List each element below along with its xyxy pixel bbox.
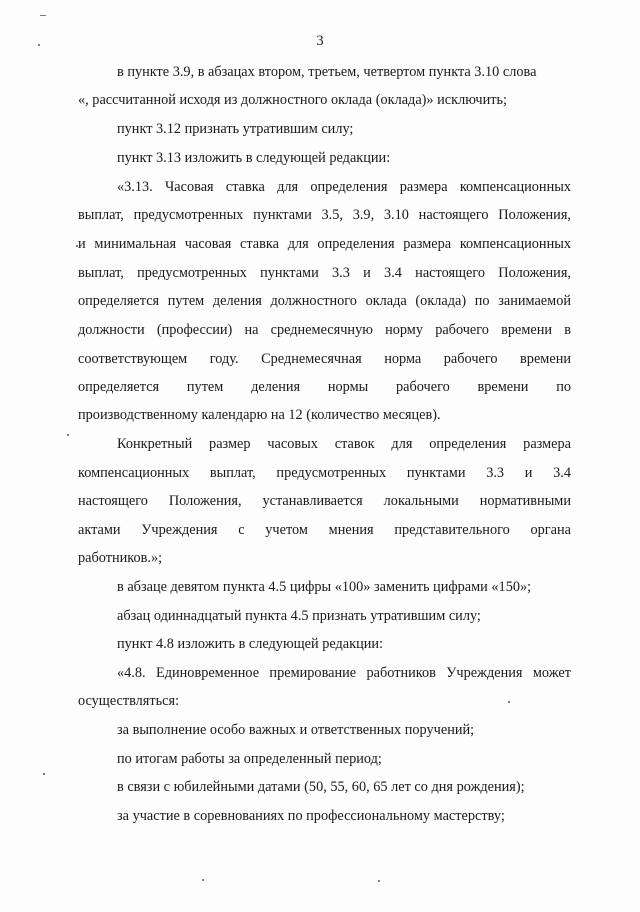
scan-speck <box>43 773 45 775</box>
text-line: определяется путем деления должностного оклада (оклада) по занимаемой <box>78 293 571 309</box>
text-line: настоящего Положения, устанавливается локальными нормативными <box>78 493 571 509</box>
text-line: производственному календарю на 12 (количество месяцев). <box>78 407 441 423</box>
text-line: и минимальная часовая ставка для определения размера компенсационных <box>78 236 571 252</box>
text-line: выплат, предусмотренных пунктами 3.3 и 3.4 настоящего Положения, <box>78 265 571 281</box>
text-line: Конкретный размер часовых ставок для определения размера <box>117 436 571 452</box>
text-line: пункт 3.12 признать утратившим силу; <box>117 121 354 137</box>
text-line: абзац одиннадцатый пункта 4.5 признать утратившим силу; <box>117 608 481 624</box>
scan-speck <box>67 434 69 436</box>
scan-speck <box>76 245 78 247</box>
text-line: определяется путем деления нормы рабочего времени по <box>78 379 571 395</box>
scan-speck <box>38 44 40 46</box>
text-line: в пункте 3.9, в абзацах втором, третьем, четвертом пункта 3.10 слова <box>117 64 537 80</box>
text-line: в связи с юбилейными датами (50, 55, 60, 65 лет со дня рождения); <box>117 779 525 795</box>
text-line: работников.»; <box>78 550 163 566</box>
page-number: 3 <box>316 33 324 49</box>
text-line: за выполнение особо важных и ответственных поручений; <box>117 722 475 738</box>
text-line: «4.8. Единовременное премирование работников Учреждения может <box>117 665 571 681</box>
text-line: должности (профессии) на среднемесячную норму рабочего времени в <box>78 322 571 338</box>
text-line: компенсационных выплат, предусмотренных пунктами 3.3 и 3.4 <box>78 465 571 481</box>
text-line: пункт 3.13 изложить в следующей редакции: <box>117 150 391 166</box>
scan-speck <box>378 880 380 882</box>
scan-speck <box>508 701 510 703</box>
text-line: «3.13. Часовая ставка для определения размера компенсационных <box>117 179 571 195</box>
text-line: за участие в соревнованиях по профессиональному мастерству; <box>117 808 505 824</box>
text-line: осуществляться: <box>78 693 180 709</box>
text-line: пункт 4.8 изложить в следующей редакции: <box>117 636 384 652</box>
text-line: «, рассчитанной исходя из должностного оклада (оклада)» исключить; <box>78 92 507 108</box>
text-line: по итогам работы за определенный период; <box>117 751 382 767</box>
scan-speck <box>40 15 46 16</box>
text-line: в абзаце девятом пункта 4.5 цифры «100» заменить цифрами «150»; <box>117 579 532 595</box>
text-line: актами Учреждения с учетом мнения представительного органа <box>78 522 571 538</box>
text-line: выплат, предусмотренных пунктами 3.5, 3.9, 3.10 настоящего Положения, <box>78 207 571 223</box>
scan-speck <box>202 879 204 881</box>
text-line: соответствующем году. Среднемесячная норма рабочего времени <box>78 351 571 367</box>
